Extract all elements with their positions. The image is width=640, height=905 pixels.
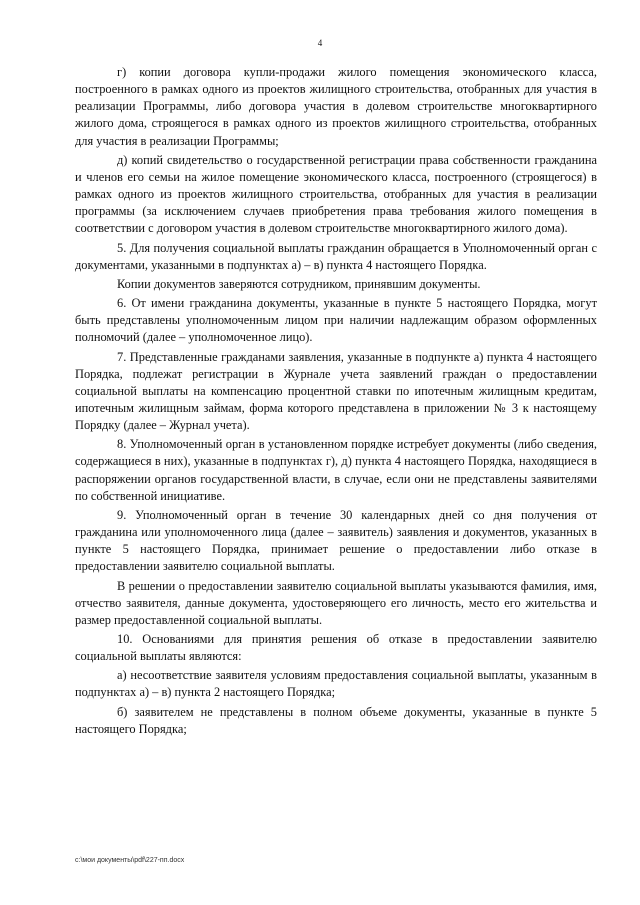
document-body xyxy=(75,64,597,738)
paragraph-subitem-g: г) копии договора купли-продажи жилого помещения экономического класса, построенного в рамках одного из проектов жилищного строительства, отобранных для участия в реализации Программы, либо договора участия в долевом строительстве многоквартирного жилого дома, строящегося в рамках одного из проектов жилищного строительства, отобранных для участия в реализации Программы; xyxy=(75,65,597,148)
paragraph-item-9: 9. Уполномоченный орган в течение 30 календарных дней со дня получения от гражданина или уполномоченного лица (далее – заявитель) заявления и документов, указанных в пункте 5 настоящего Порядка, принимает решение о предоставлении либо отказе в предоставлении заявителю социальной выплаты. xyxy=(75,507,597,574)
paragraph-item-5: 5. Для получения социальной выплаты гражданин обращается в Уполномоченный орган с документами, указанными в подпунктах а) – в) пункта 4 настоящего Порядка. xyxy=(75,240,597,272)
paragraph-item-10: 10. Основаниями для принятия решения об отказе в предоставлении заявителю социальной выплаты являются: xyxy=(75,632,597,664)
page-number: 4 xyxy=(317,38,323,48)
paragraph-subitem-b: б) заявителем не представлены в полном объеме документы, указанные в пункте 5 настоящего Порядка; xyxy=(75,704,597,736)
paragraph-item-8: 8. Уполномоченный орган в установленном порядке истребует документы (либо сведения, содержащиеся в них), указанные в подпунктах г), д) пункта 4 настоящего Порядка, находящиеся в распоряжении органов государственной власти, в случае, если они не представлены заявителями по собственной инициативе. xyxy=(75,437,597,503)
paragraph-copies-certified: Копии документов заверяются сотрудником, принявшим документы. xyxy=(117,276,481,291)
footer-file-path: c:\мои документы\pdf\227-пп.docx xyxy=(75,857,185,864)
paragraph-subitem-a: а) несоответствие заявителя условиям предоставления социальной выплаты, указанным в подпунктах а) – в) пункта 2 настоящего Порядка; xyxy=(75,668,597,700)
paragraph-decision-contents: В решении о предоставлении заявителю социальной выплаты указываются фамилия, имя, отчество заявителя, данные документа, удостоверяющего его личность, место его жительства и размер предоставленной социальной выплаты. xyxy=(75,578,597,627)
paragraph-item-6: 6. От имени гражданина документы, указанные в пункте 5 настоящего Порядка, могут быть представлены уполномоченным лицом при наличии надлежащим образом оформленных полномочий (далее – уполномоченное лицо). xyxy=(75,296,597,345)
paragraph-subitem-d: д) копий свидетельство о государственной регистрации права собственности гражданина и членов его семьи на жилое помещение экономического класса, построенного (строящегося) в рамках одного из проектов жилищного строительства, отобранных для участия в реализации программы (за исключением случаев приобретения права требования жилого помещения в соответствии с договором участия в долевом строительстве многоквартирного жилого дома). xyxy=(75,152,597,236)
paragraph-item-7: 7. Представленные гражданами заявления, указанные в подпункте а) пункта 4 настоящего Порядка, подлежат регистрации в Журнале учета заявлений граждан о предоставлении социальной выплаты на компенсацию процентной ставки по ипотечным жилищным кредитам, ипотечным жилищным займам, форма которого представлена в приложении № 3 к настоящему Порядку (далее – Журнал учета). xyxy=(75,349,597,433)
